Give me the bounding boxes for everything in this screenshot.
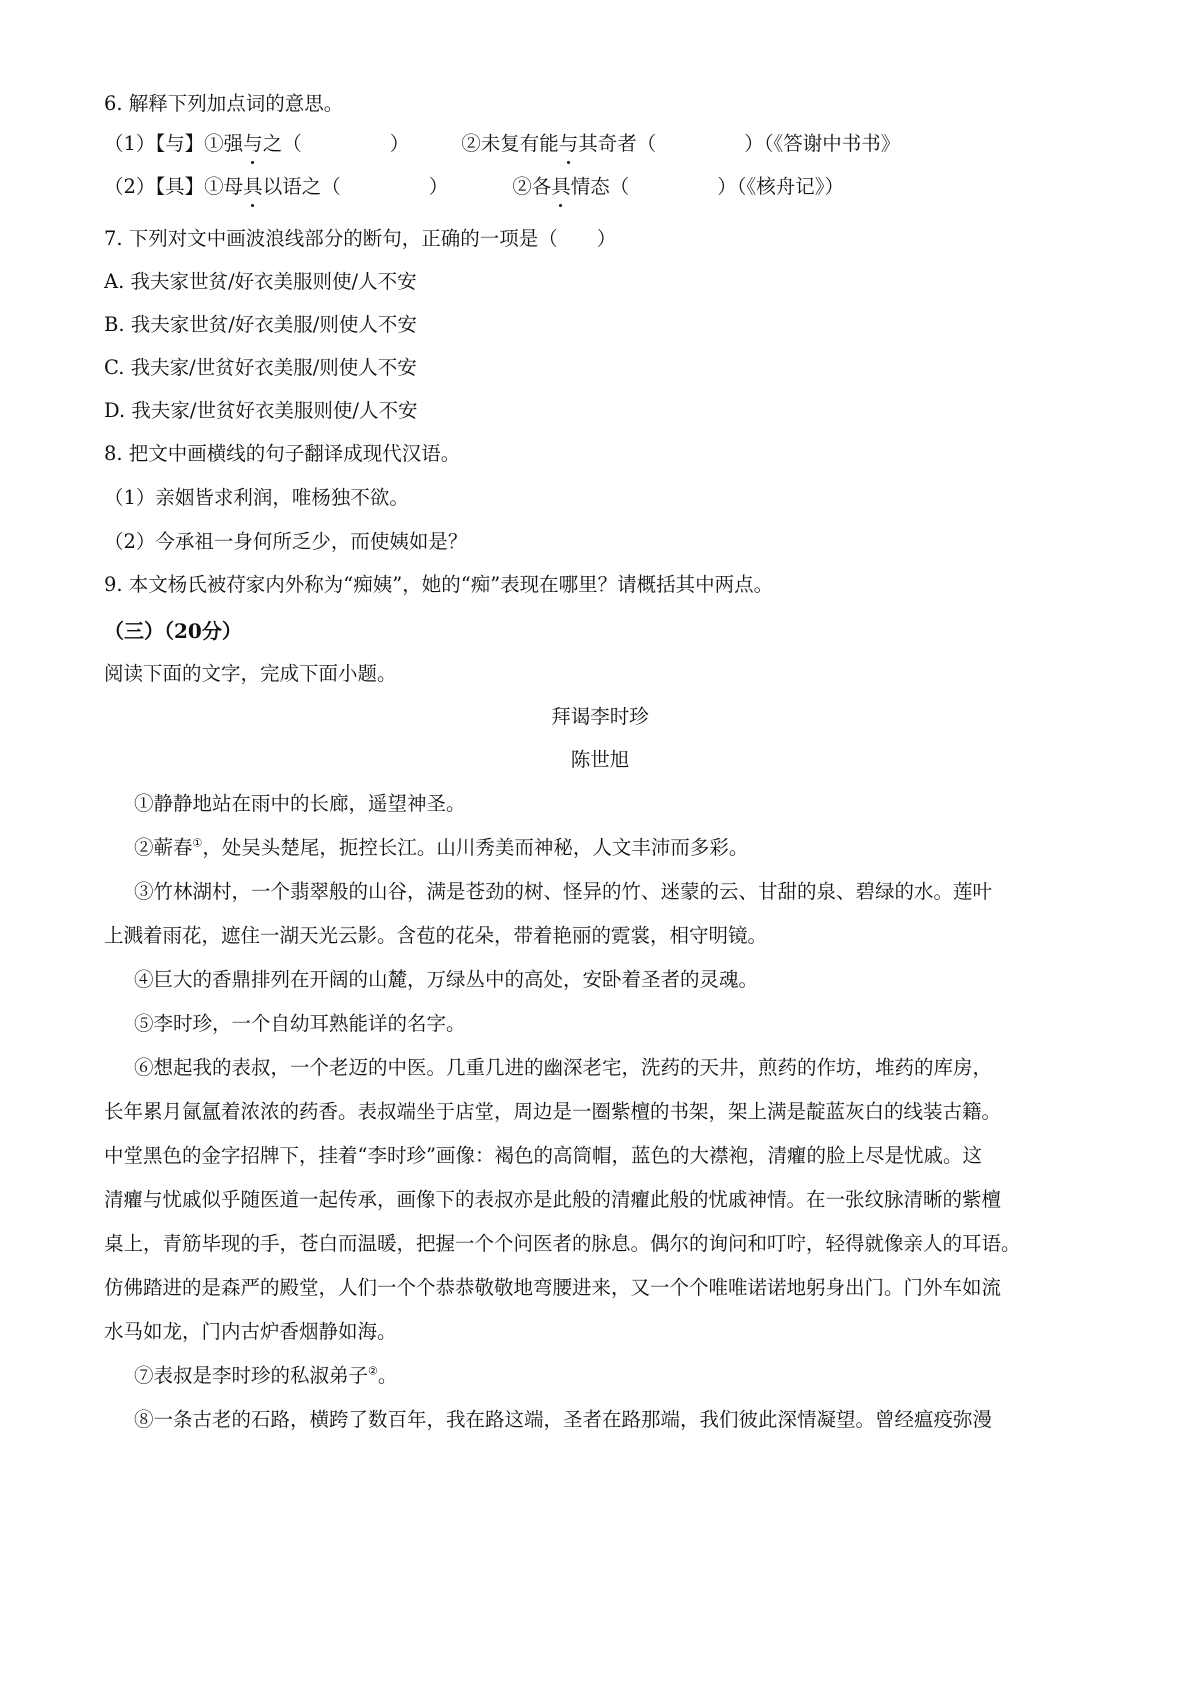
paragraph-2-rest: ，处吴头楚尾，扼控长江。山川秀美而神秘，人文丰沛而多彩。 bbox=[202, 836, 749, 859]
q7-option-a[interactable]: A. 我夫家世贫/好衣美服则使/人不安 bbox=[104, 270, 417, 293]
paragraph-4: ④巨大的香鼎排列在开阔的山麓，万绿丛中的高处，安卧着圣者的灵魂。 bbox=[134, 968, 759, 991]
paragraph-7-end: 。 bbox=[377, 1364, 398, 1387]
paragraph-1: ①静静地站在雨中的长廊，遥望神圣。 bbox=[134, 792, 466, 815]
paragraph-6-line-6: 仿佛踏进的是森严的殿堂，人们一个个恭恭敬敬地弯腰进来，又一个个唯唯诺诺地躬身出门。门外车如流 bbox=[104, 1276, 1002, 1299]
q6-stem: 6. 解释下列加点词的意思。 bbox=[104, 92, 344, 115]
paragraph-6-line-4: 清癯与忧戚似乎随医道一起传承，画像下的表叔亦是此般的清癯此般的忧戚神情。在一张纹脉清晰的紫檀 bbox=[104, 1188, 1002, 1211]
q6-item2-close1: ） bbox=[428, 175, 449, 198]
q6-item2-dotted-word-2: 具 bbox=[551, 173, 571, 201]
section-instruction: 阅读下面的文字，完成下面小题。 bbox=[104, 662, 397, 685]
q6-item2-mid: ②各 bbox=[512, 175, 552, 198]
q7-option-c[interactable]: C. 我夫家/世贫好衣美服/则使人不安 bbox=[104, 356, 417, 379]
paragraph-6-line-5: 桌上，青筋毕现的手，苍白而温暖，把握一个个问医者的脉息。偶尔的询问和叮咛，轻得就像亲人的耳语。 bbox=[104, 1232, 1021, 1255]
q8-stem: 8. 把文中画横线的句子翻译成现代汉语。 bbox=[104, 442, 461, 465]
paragraph-2 bbox=[134, 834, 748, 862]
paragraph-6-line-1: ⑥想起我的表叔，一个老迈的中医。几重几进的幽深老宅，洗药的天井，煎药的作坊，堆药的库房， bbox=[134, 1056, 993, 1079]
paragraph-6-line-7: 水马如龙，门内古炉香烟静如海。 bbox=[104, 1320, 397, 1343]
paragraph-3-line-2: 上溅着雨花，遮住一湖天光云影。含苞的花朵，带着艳丽的霓裳，相守明镜。 bbox=[104, 924, 768, 947]
q6-item1-mid: ②未复有能 bbox=[461, 132, 559, 155]
q7-stem: 7. 下列对文中画波浪线部分的断句，正确的一项是（ ） bbox=[104, 227, 617, 250]
q6-item1-after2: 其奇者（ bbox=[578, 132, 657, 155]
q6-item1-close1: ） bbox=[389, 132, 410, 155]
q6-item2-after1: 以语之（ bbox=[262, 175, 341, 198]
paragraph-6-line-3: 中堂黑色的金字招牌下，挂着“李时珍”画像：褐色的高筒帽，蓝色的大襟袍，清癯的脸上尽是忧戚。这 bbox=[104, 1144, 982, 1167]
q6-item2-after2: 情态（ bbox=[570, 175, 630, 198]
q6-item2-close2: ）（《核舟记》） bbox=[717, 175, 845, 198]
paragraph-7-start: ⑦表叔是李时珍的私淑弟子 bbox=[134, 1364, 369, 1387]
footnote-marker: ① bbox=[192, 836, 203, 850]
paragraph-3-line-1: ③竹林湖村，一个翡翠般的山谷，满是苍劲的树、怪异的竹、迷蒙的云、甘甜的泉、碧绿的水。莲叶 bbox=[134, 880, 993, 903]
q6-item1-prefix: （1）【与】①强 bbox=[104, 132, 244, 155]
q9-stem: 9. 本文杨氏被苻家内外称为“痴姨”，她的“痴”表现在哪里？请概括其中两点。 bbox=[104, 573, 774, 596]
q6-item1-after1: 之（ bbox=[262, 132, 302, 155]
paragraph-6-line-2: 长年累月氤氲着浓浓的药香。表叔端坐于店堂，周边是一圈紫檀的书架，架上满是靛蓝灰白的线装古籍。 bbox=[104, 1100, 1002, 1123]
footnote-marker: ② bbox=[368, 1364, 378, 1378]
q6-item2-dotted-word-1: 具 bbox=[243, 173, 263, 201]
section-heading: （三）（20分） bbox=[104, 619, 242, 643]
paragraph-2-start: ②蕲春 bbox=[134, 836, 193, 859]
q6-item1-close2: ）（《答谢中书书》 bbox=[744, 132, 901, 155]
q6-item-2 bbox=[104, 173, 844, 201]
q6-item1-dotted-word-1: 与 bbox=[243, 130, 263, 158]
paragraph-7 bbox=[134, 1362, 397, 1390]
q6-item2-prefix: （2）【具】①母 bbox=[104, 175, 244, 198]
q8-item-2: （2）今承祖一身何所乏少，而使姨如是？ bbox=[104, 530, 468, 553]
q8-item-1: （1）亲姻皆求利润，唯杨独不欲。 bbox=[104, 486, 409, 509]
q6-item1-dotted-word-2: 与 bbox=[559, 130, 579, 158]
q6-item-1 bbox=[104, 130, 900, 158]
paragraph-5: ⑤李时珍，一个自幼耳熟能详的名字。 bbox=[134, 1012, 466, 1035]
q7-option-b[interactable]: B. 我夫家世贫/好衣美服/则使人不安 bbox=[104, 313, 417, 336]
q7-option-d[interactable]: D. 我夫家/世贫好衣美服则使/人不安 bbox=[104, 399, 418, 422]
article-title: 拜谒李时珍 bbox=[551, 705, 649, 728]
paragraph-8-line-1: ⑧一条古老的石路，横跨了数百年，我在路这端，圣者在路那端，我们彼此深情凝望。曾经瘟疫弥漫 bbox=[134, 1408, 993, 1431]
article-author: 陈世旭 bbox=[570, 748, 630, 771]
